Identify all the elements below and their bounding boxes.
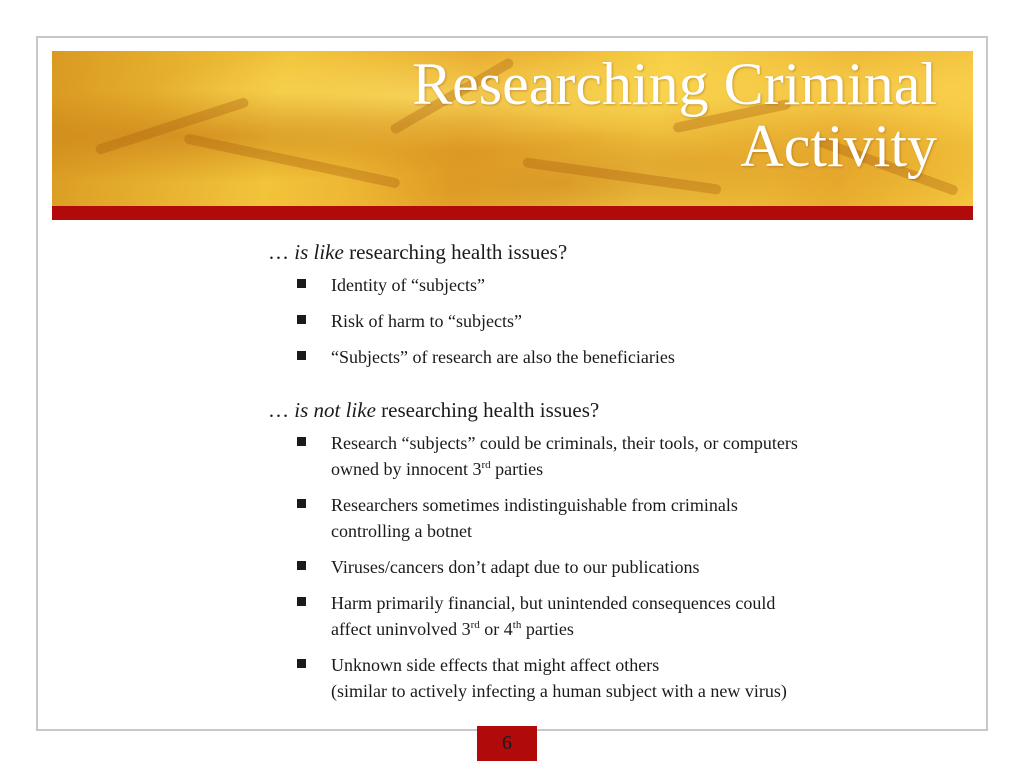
- bullet-list-is-like: [268, 272, 968, 370]
- bullet-text-line-2: owned by innocent 3: [331, 459, 482, 479]
- page-number: 6: [477, 726, 537, 761]
- bullet-list-is-not-like: [268, 430, 968, 704]
- square-bullet-icon: [297, 499, 306, 508]
- bullet-text: “Subjects” of research are also the beneficiaries: [331, 347, 675, 367]
- bullet-text-line-2: (similar to actively infecting a human subject with a new virus): [331, 681, 787, 701]
- bullet-text: Identity of “subjects”: [331, 275, 485, 295]
- square-bullet-icon: [297, 437, 306, 446]
- section-heading-is-like: [268, 238, 968, 266]
- bullet-text-line-2: controlling a botnet: [331, 521, 472, 541]
- heading-rest: researching health issues?: [381, 398, 600, 422]
- list-item: [268, 430, 968, 482]
- title-banner: [52, 51, 973, 206]
- bullet-text: Viruses/cancers don’t adapt due to our publications: [331, 557, 700, 577]
- bullet-text-line-2: affect uninvolved 3: [331, 619, 471, 639]
- bullet-text-line-1: Harm primarily financial, but unintended consequences could: [331, 593, 776, 613]
- heading-emphasis: is not like: [294, 398, 376, 422]
- list-item: [268, 492, 968, 544]
- ordinal-suffix: rd: [481, 459, 491, 471]
- bullet-text-line-1: Research “subjects” could be criminals, their tools, or computers: [331, 433, 798, 453]
- square-bullet-icon: [297, 351, 306, 360]
- square-bullet-icon: [297, 279, 306, 288]
- title-rule: [52, 206, 973, 220]
- bullet-text-line-2-mid: or 4: [479, 619, 513, 639]
- list-item: [268, 272, 968, 298]
- ordinal-suffix: rd: [470, 619, 480, 631]
- ellipsis: …: [268, 240, 289, 264]
- list-item: [268, 652, 968, 704]
- bullet-text: Risk of harm to “subjects”: [331, 311, 522, 331]
- slide-content: [268, 238, 968, 714]
- ordinal-suffix: th: [512, 619, 522, 631]
- list-item: [268, 590, 968, 642]
- slide-title-line-1: Researching Criminal: [412, 51, 937, 117]
- bullet-text-line-2-end: parties: [490, 459, 544, 479]
- square-bullet-icon: [297, 597, 306, 606]
- heading-rest: researching health issues?: [349, 240, 568, 264]
- section-heading-is-not-like: [268, 396, 968, 424]
- square-bullet-icon: [297, 659, 306, 668]
- slide-title: [412, 53, 937, 177]
- list-item: [268, 308, 968, 334]
- square-bullet-icon: [297, 561, 306, 570]
- bullet-text-line-1: Researchers sometimes indistinguishable from criminals: [331, 495, 738, 515]
- bullet-text-line-2-end: parties: [521, 619, 574, 639]
- slide-title-line-2: Activity: [740, 113, 937, 179]
- list-item: [268, 344, 968, 370]
- heading-emphasis: is like: [294, 240, 344, 264]
- square-bullet-icon: [297, 315, 306, 324]
- ellipsis: …: [268, 398, 289, 422]
- bullet-text-line-1: Unknown side effects that might affect others: [331, 655, 660, 675]
- list-item: [268, 554, 968, 580]
